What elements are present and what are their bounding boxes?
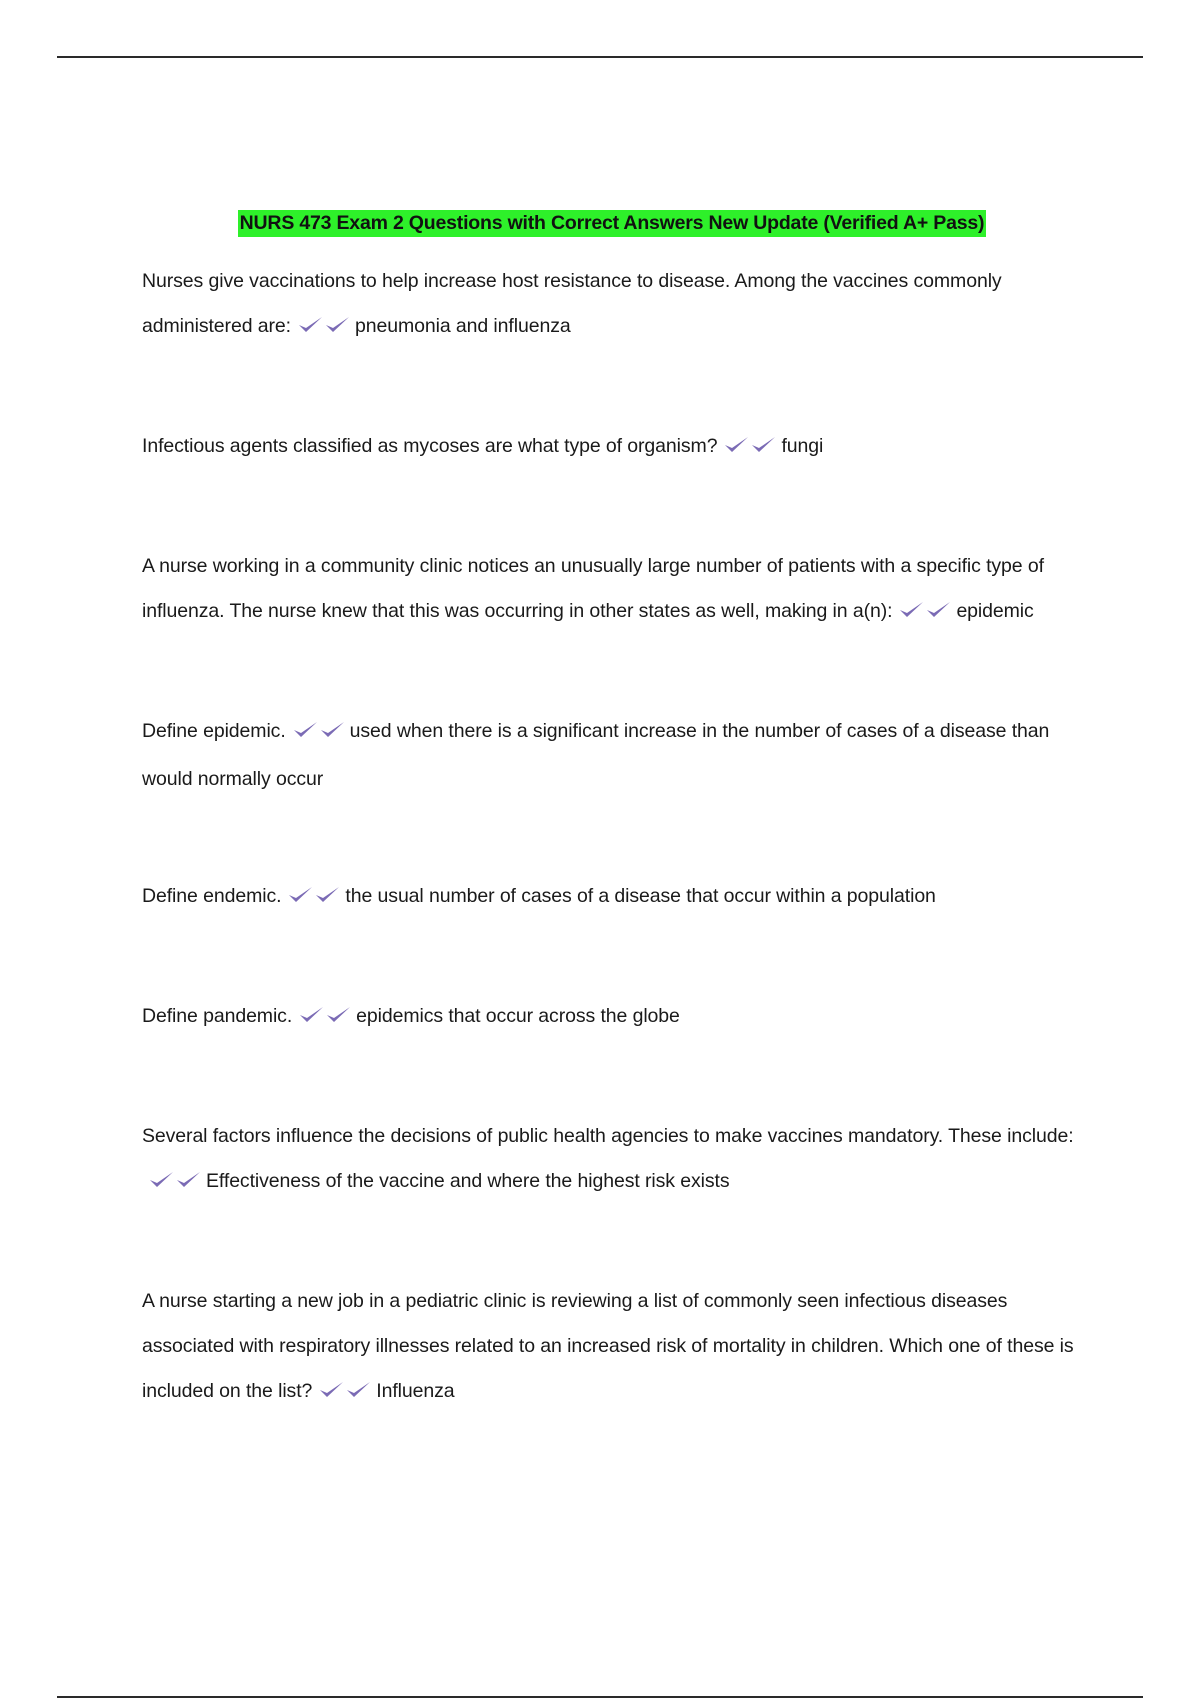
bottom-rule xyxy=(57,1696,1143,1698)
question-text: A nurse starting a new job in a pediatric clinic is reviewing a list of commonly seen infectious diseases associated with respiratory illnesses related to an increased risk of mortality in children. Which one of these is included on the list? xyxy=(142,1290,1074,1402)
qa-item xyxy=(142,874,1082,922)
document-title: NURS 473 Exam 2 Questions with Correct Answers New Update (Verified A+ Pass) xyxy=(238,210,987,237)
answer-checks xyxy=(318,1372,372,1417)
check-mark-icon xyxy=(324,315,351,335)
title-wrapper xyxy=(142,210,1082,237)
answer-checks xyxy=(287,877,341,922)
question-text: Several factors influence the decisions of public health agencies to make vaccines mandatory. These include: xyxy=(142,1125,1074,1147)
top-rule xyxy=(57,56,1143,58)
answer-checks xyxy=(297,307,351,352)
answer-text: Effectiveness of the vaccine and where the highest risk exists xyxy=(206,1170,730,1192)
question-text: Nurses give vaccinations to help increase host resistance to disease. Among the vaccines commonly administered are: xyxy=(142,270,1002,337)
check-mark-icon xyxy=(723,435,750,455)
question-text: Define endemic. xyxy=(142,885,282,907)
check-mark-icon xyxy=(925,600,952,620)
qa-item xyxy=(142,1114,1082,1207)
check-mark-icon xyxy=(297,315,324,335)
qa-item xyxy=(142,424,1082,472)
answer-text: epidemic xyxy=(956,600,1034,622)
check-mark-icon xyxy=(750,435,777,455)
qa-item xyxy=(142,1279,1082,1417)
question-text: Define epidemic. xyxy=(142,720,286,742)
check-mark-icon xyxy=(292,720,319,740)
answer-text: the usual number of cases of a disease that occur within a population xyxy=(345,885,936,907)
answer-checks xyxy=(723,427,777,472)
check-mark-icon xyxy=(318,1380,345,1400)
check-mark-icon xyxy=(287,885,314,905)
question-text: A nurse working in a community clinic notices an unusually large number of patients with a specific type of influenza. The nurse knew that this was occurring in other states as well, making in a(n): xyxy=(142,555,1044,622)
question-text: Define pandemic. xyxy=(142,1005,293,1027)
answer-checks xyxy=(292,712,346,757)
check-mark-icon xyxy=(319,720,346,740)
check-mark-icon xyxy=(175,1170,202,1190)
answer-checks xyxy=(148,1162,202,1207)
check-mark-icon xyxy=(345,1380,372,1400)
check-mark-icon xyxy=(298,1005,325,1025)
document-body xyxy=(142,210,1082,1417)
qa-item xyxy=(142,544,1082,637)
answer-text: epidemics that occur across the globe xyxy=(356,1005,680,1027)
qa-item xyxy=(142,994,1082,1042)
check-mark-icon xyxy=(314,885,341,905)
qa-item xyxy=(142,259,1082,352)
answer-text: fungi xyxy=(781,435,824,457)
check-mark-icon xyxy=(898,600,925,620)
check-mark-icon xyxy=(148,1170,175,1190)
answer-text: pneumonia and influenza xyxy=(354,315,571,337)
answer-checks xyxy=(298,997,352,1042)
answer-checks xyxy=(898,592,952,637)
answer-text: used when there is a significant increase in the number of cases of a disease than would normally occur xyxy=(142,720,1050,790)
qa-item xyxy=(142,709,1082,802)
check-mark-icon xyxy=(325,1005,352,1025)
question-text: Infectious agents classified as mycoses are what type of organism? xyxy=(142,435,718,457)
answer-text: Influenza xyxy=(376,1380,455,1402)
